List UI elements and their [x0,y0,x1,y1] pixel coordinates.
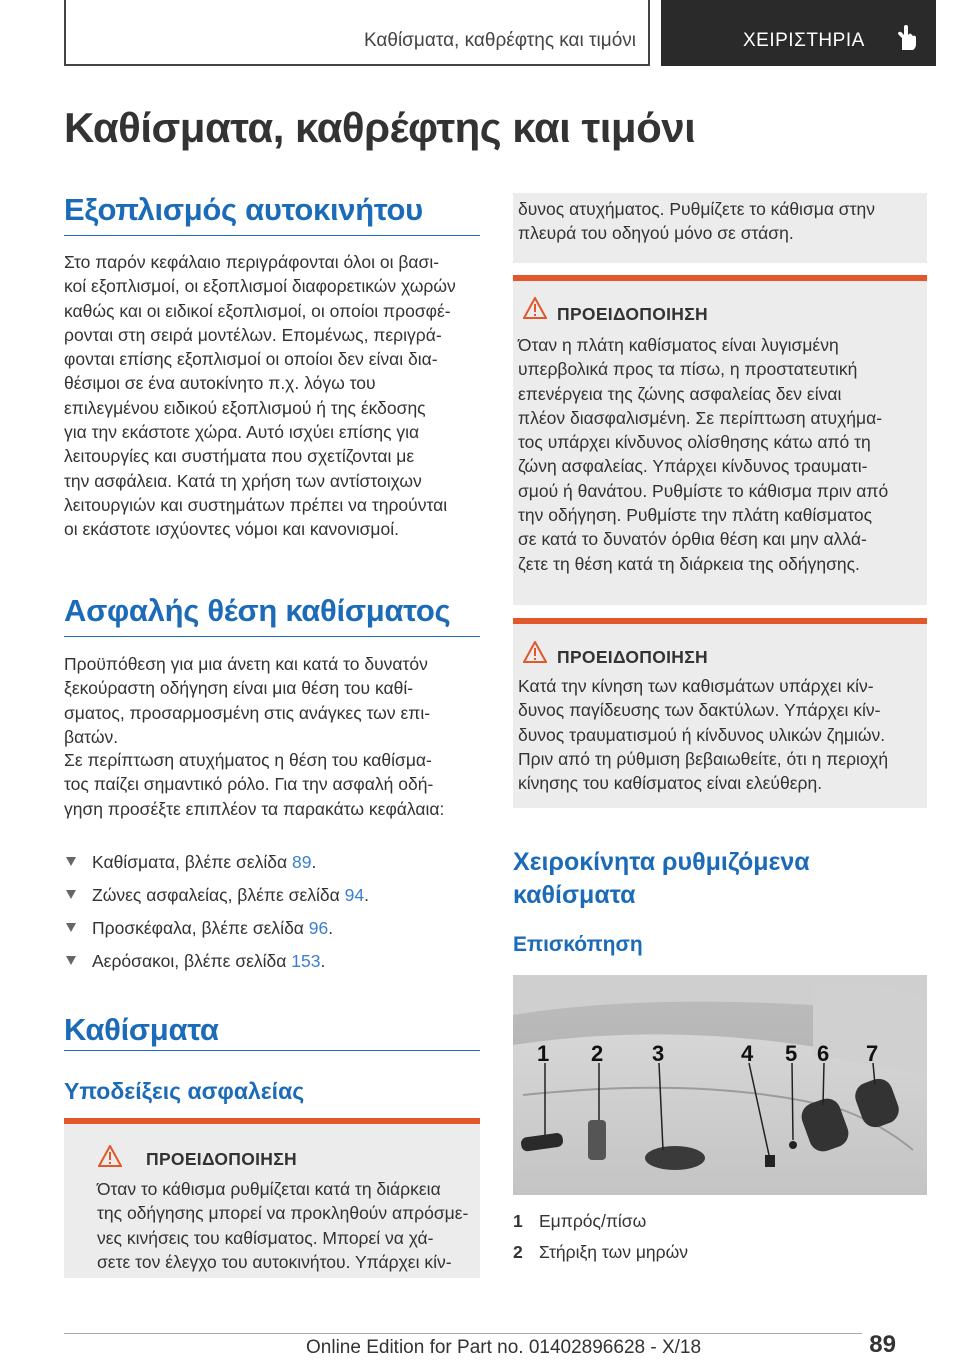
safe-position-text-2: Σε περίπτωση ατυχήματος η θέση του καθίσμα- τος παίζει σημαντικό ρόλο. Για την ασφαλή οδή- γηση προσέξτε επιπλέον τα παρακάτω κεφάλαια: [64,750,445,819]
equipment-text: Στο παρόν κεφάλαιο περιγράφονται όλοι οι βασι- κοί εξοπλισμοί, οι εξοπλισμοί διαφορετικών χωρών καθώς και οι ειδικοί εξοπλισμοί, οι οποίοι προσφέ- ρονται στη σειρά μοντέλων. Επομένως, περιγρά- φονται επίσης εξοπλισμοί οι οποίοι δεν είναι δια- θέσιμοι σε ένα αυτοκίνητο π.χ. λόγω του επιλεγμένου ειδικού εξοπλισμού ή της έκδοσης για την εκάστοτε χώρα. Αυτό ισχύει επίσης για λειτουργίες και συστήματα που σχετίζονται με την ασφάλεια. Κατά τη χρήση των αντίστοιχων λειτουργιών και συστημάτων πρέπει να τηρούνται οι εκάστοτε ισχύοντες νόμοι και κανονισμοί. [64,252,456,540]
warning-text-continuation: δυνος ατυχήματος. Ρυθμίζετε το κάθισμα στην πλευρά του οδηγού μόνο σε στάση. [518,199,875,244]
photo-label: 7 [866,1041,879,1066]
warning-text: Όταν το κάθισμα ρυθμίζεται κατά τη διάρκεια της οδήγησης μπορεί να προκληθούν απρόσμε- νες κινήσεις του καθίσματος. Μπορεί να χά- σετε τον έλεγχο του αυτοκινήτου. Υπάρχει κίν- [97,1179,469,1272]
related-chapters-list [64,850,480,982]
heading-rule [64,636,480,637]
warning-text: Όταν η πλάτη καθίσματος είναι λυγισμένη υπερβολικά προς τα πίσω, η προστατευτική επενέργεια της ζώνης ασφαλείας δεν είναι πλέον διασφαλισμένη. Σε περίπτωση ατυχήμα- τος υπάρχει κίνδυνος ολίσθησης κάτω από τη ζώνη ασφαλείας. Υπάρχει κίνδυνος τραυματι- σμού ή θανάτου. Ρυθμίστε το κάθισμα πριν από την οδήγηση. Ρυθμίστε την πλάτη καθίσματος σε κατά το δυνατόν όρθια θέση και μην αλλά- ζετε τη θέση κατά τη διάρκεια της οδήγησης. [518,335,889,574]
header-breadcrumb-box [64,0,650,66]
legend-item: 2 Στήριξη των μηρών [513,1242,689,1262]
subheading-overview: Επισκόπηση [513,933,643,956]
legend-item: 1 Εμπρός/πίσω [513,1211,647,1231]
header-section-tab [661,0,936,66]
warning-bar [64,1118,480,1124]
list-item: Ζώνες ασφαλείας, βλέπε σελίδα 94. [64,883,480,916]
footer-edition: Online Edition for Part no. 01402896628 - X/18 [306,1337,702,1358]
triangle-bullet-icon [66,956,76,965]
warning-triangle-icon [98,1145,122,1167]
warning-bar [513,275,927,281]
photo-label: 3 [652,1041,665,1066]
page-link[interactable]: 153 [291,951,321,971]
warning-title: ΠΡΟΕΙΔΟΠΟΙΗΣΗ [557,647,708,667]
page-link[interactable]: 96 [308,918,329,938]
photo-label: 2 [591,1041,604,1066]
subheading-safety-notes: Υποδείξεις ασφαλείας [64,1078,305,1104]
section-heading-safe-position: Ασφαλής θέση καθίσματος [64,593,451,628]
heading-rule [64,235,480,236]
section-heading-seats: Καθίσματα [64,1012,219,1047]
seat-controls-photo [513,975,927,1195]
photo-label: 5 [785,1041,798,1066]
photo-label: 6 [817,1041,830,1066]
heading-rule [64,1050,480,1051]
triangle-bullet-icon [66,923,76,932]
warning-triangle-icon [523,641,547,663]
photo-label: 1 [537,1041,550,1066]
header-breadcrumb: Καθίσματα, καθρέφτης και τιμόνι [363,30,636,51]
warning-text: Κατά την κίνηση των καθισμάτων υπάρχει κίν- δυνος παγίδευσης των δακτύλων. Υπάρχει κίν- δυνος τραυματισμού ή κίνδυνος υλικών ζημιών. Πριν από τη ρύθμιση βεβαιωθείτε, ότι η περιοχή κίνησης του καθίσματος είναι ελεύθερη. [518,676,889,794]
heading-manual-seats: Χειροκίνητα ρυθμιζόμενα καθίσματα [513,848,810,909]
list-item: Καθίσματα, βλέπε σελίδα 89. [64,850,480,883]
warning-title: ΠΡΟΕΙΔΟΠΟΙΗΣΗ [557,304,708,324]
section-heading-equipment: Εξοπλισμός αυτοκινήτου [64,192,423,227]
hand-pointer-icon [894,24,920,52]
photo-label: 4 [741,1041,754,1066]
page-link[interactable]: 94 [344,885,365,905]
footer-rule [64,1333,862,1334]
page-number: 89 [869,1331,896,1358]
page-title: Καθίσματα, καθρέφτης και τιμόνι [64,104,696,151]
list-item: Αερόσακοι, βλέπε σελίδα 153. [64,949,480,982]
list-item: Προσκέφαλα, βλέπε σελίδα 96. [64,916,480,949]
warning-title: ΠΡΟΕΙΔΟΠΟΙΗΣΗ [146,1149,297,1169]
page-link[interactable]: 89 [292,852,312,872]
warning-bar [513,618,927,624]
warning-triangle-icon [523,297,547,319]
triangle-bullet-icon [66,857,76,866]
safe-position-text-1: Προϋπόθεση για μια άνετη και κατά το δυνατόν ξεκούραστη οδήγηση είναι μια θέση του καθί- σματος, προσαρμοσμένη στις ανάγκες των επι- βατών. [64,654,431,747]
header-section-label: ΧΕΙΡΙΣΤΗΡΙΑ [743,30,865,51]
triangle-bullet-icon [66,890,76,899]
